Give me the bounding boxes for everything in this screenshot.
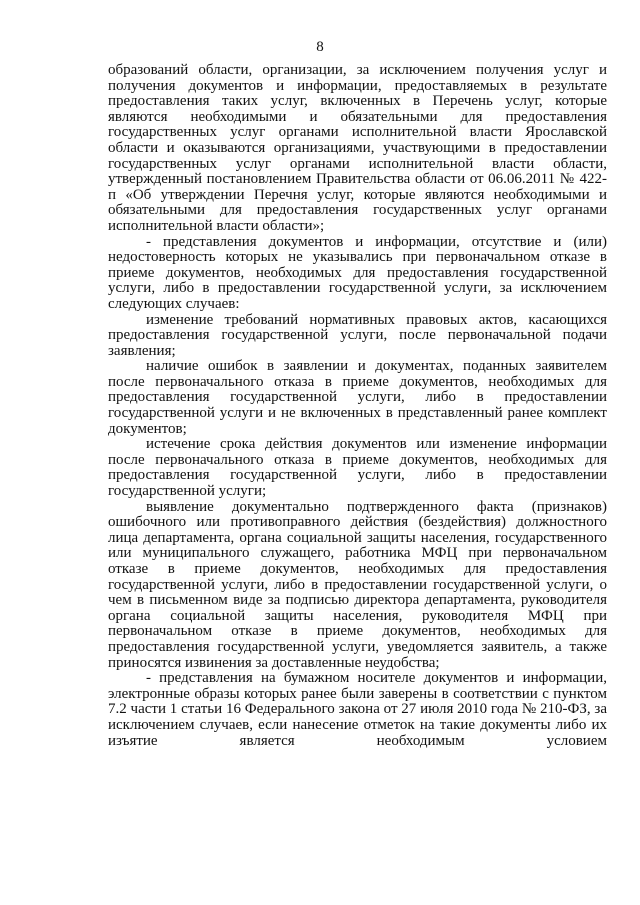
paragraph-unlawful-action: выявление документально подтвержденного факта (признаков) ошибочного или противоправного действия (бездействия) должностного лица департамента, органа социальной защиты населения, государственного или муниципального служащего, работника МФЦ при первоначальном отказе в приеме документов, необходимых для предоставления государственной услуги, либо в предоставлении государственной услуги, о чем в письменном виде за подписью директора департамента, руководителя органа социальной защиты населения, руководителя МФЦ при первоначальном отказе в приеме документов, необходимых для предоставления государственной услуги, уведомляется заявитель, а также приносятся извинения за доставленные неудобства; [108, 498, 607, 671]
document-body [108, 63, 607, 749]
paragraph-documents-not-indicated: - представления документов и информации, отсутствие и (или) недостоверность которых не указывались при первоначальном отказе в приеме документов, необходимых для предоставления государственной услуги, либо в предоставлении государственной услуги, за исключением следующих случаев: [108, 233, 607, 312]
paragraph-expiration-of-documents: истечение срока действия документов или изменение информации после первоначального отказа в приеме документов, необходимых для предоставления государственной услуги, либо в предоставлении государственной услуги; [108, 436, 607, 500]
paragraph-paper-documents: - представления на бумажном носителе документов и информации, электронные образы которых ранее были заверены в соответствии с пунктом 7.2 части 1 статьи 16 Федерального закона от 27 июля 2010 года № 210-ФЗ, за исключением случаев, если нанесение отметок на такие документы либо их изъятие является необходимым условием [108, 670, 607, 749]
paragraph-requirements-change: изменение требований нормативных правовых актов, касающихся предоставления государственной услуги, после первоначальной подачи заявления; [108, 311, 607, 359]
page-number: 8 [316, 39, 324, 55]
paragraph-errors-in-application: наличие ошибок в заявлении и документах, поданных заявителем после первоначального отказа в приеме документов, необходимых для предоставления государственной услуги, либо в предоставлении государственной услуги и не включенных в представленный ранее комплект документов; [108, 358, 607, 437]
paragraph-continuation: образований области, организации, за исключением получения услуг и получения документов и информации, предоставляемых в результате предоставления таких услуг, включенных в Перечень услуг, которые являются необходимыми и обязательными для предоставления государственных услуг органами исполнительной власти Ярославской области и оказываются организациями, участвующими в предоставлении государственных услуг органами исполнительной власти области, утвержденный постановлением Правительства области от 06.06.2011 № 422-п «Об утверждении Перечня услуг, которые являются необходимыми и обязательными для предоставления государственных услуг органами исполнительной власти области»; [108, 62, 607, 234]
